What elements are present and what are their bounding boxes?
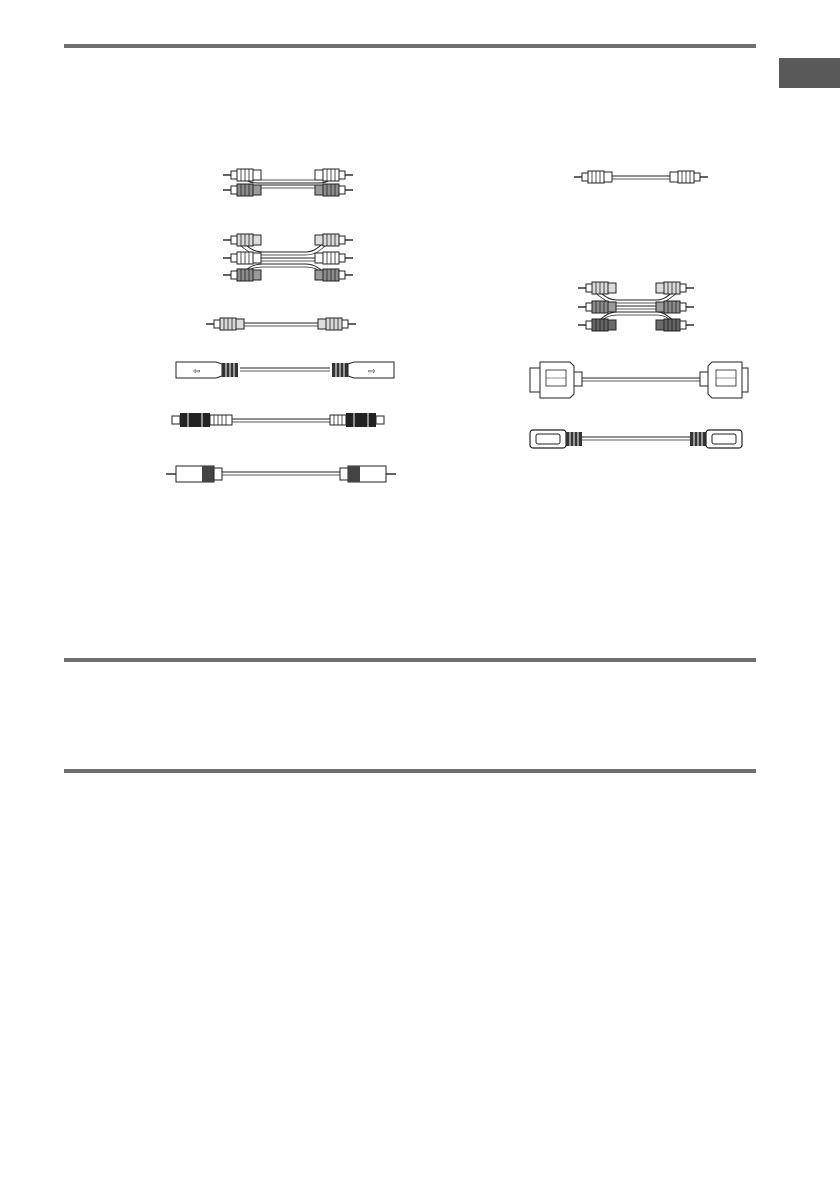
cable-i-link bbox=[530, 430, 742, 448]
cable-dsub-rgb bbox=[530, 362, 748, 398]
cable-audio-stereo bbox=[223, 169, 353, 196]
cable-mono-rca bbox=[574, 171, 708, 183]
cable-component-video bbox=[578, 282, 694, 331]
cable-coaxial-digital bbox=[166, 466, 396, 482]
cable-av-three bbox=[223, 234, 353, 281]
cable-optical-digital bbox=[172, 413, 384, 427]
cable-video-single bbox=[206, 318, 356, 330]
svg-text:⇦: ⇦ bbox=[193, 367, 201, 377]
cable-s-video bbox=[176, 362, 394, 378]
svg-text:⇨: ⇨ bbox=[368, 367, 376, 377]
